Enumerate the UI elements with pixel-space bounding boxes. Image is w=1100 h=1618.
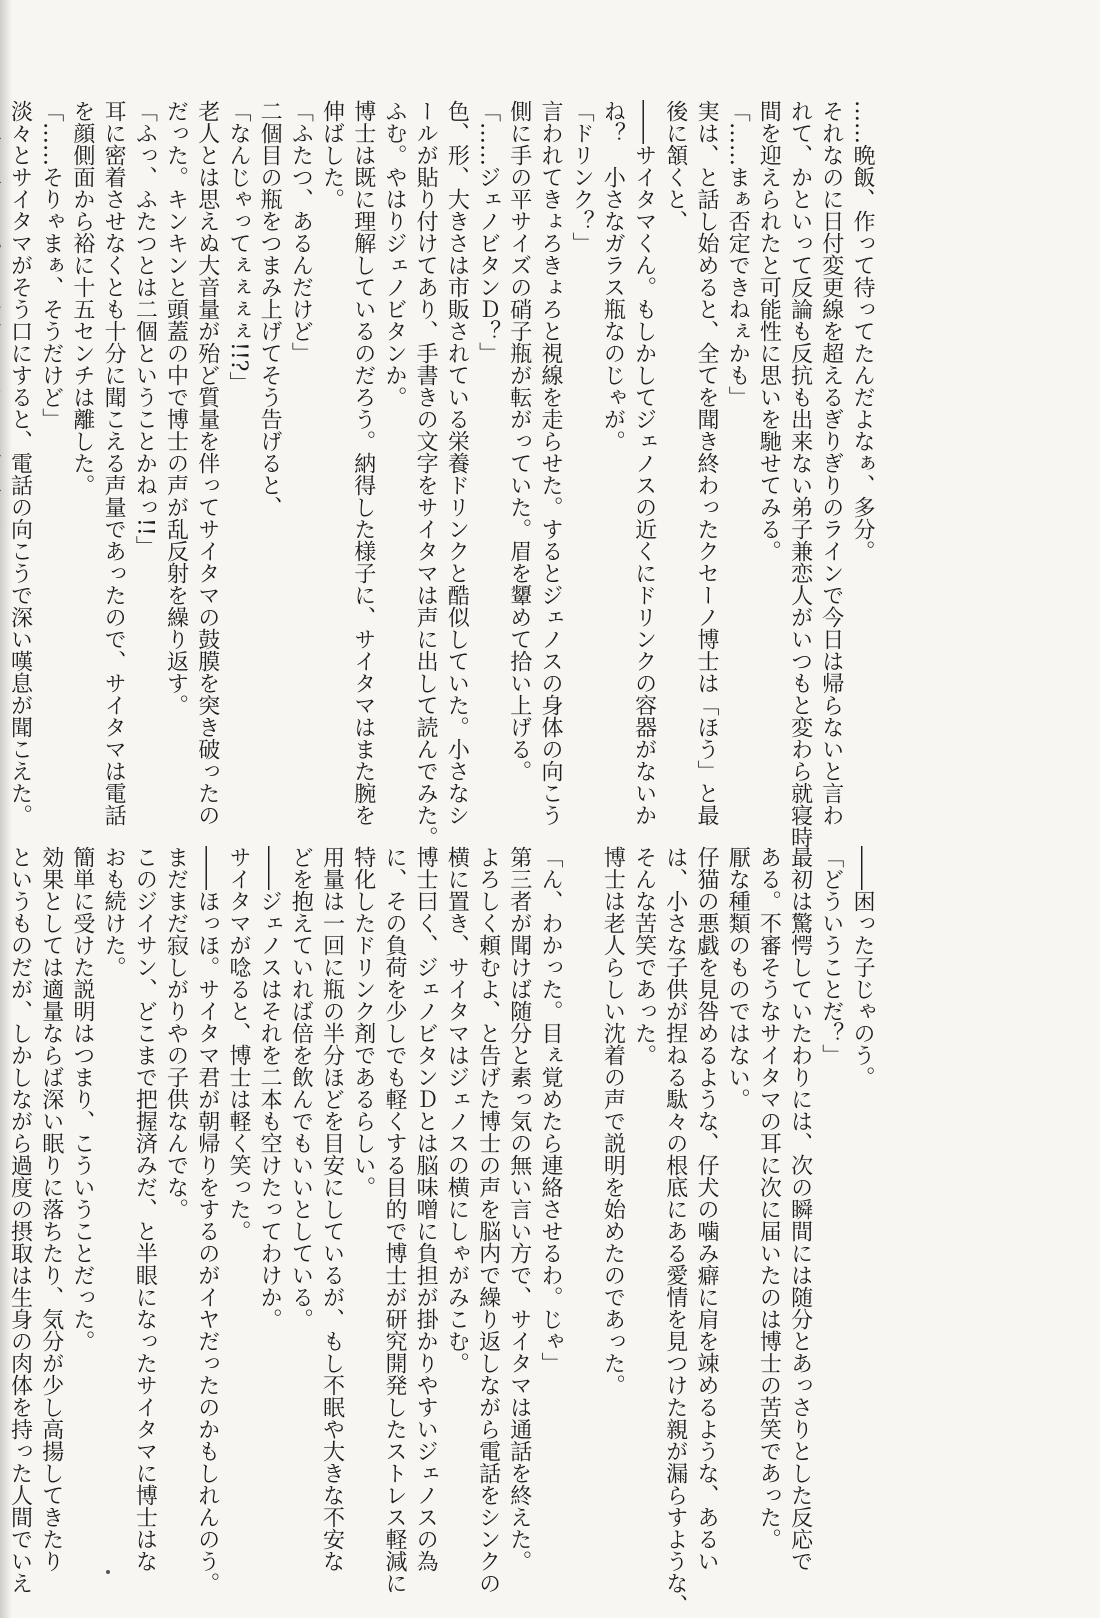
- text-line: れて、かといって反論も反抗も出来ない弟子兼恋人がいつもと変わら就寝時: [787, 100, 813, 848]
- text-line: 「ドリンク？」: [569, 100, 595, 254]
- text-line: まだまだ寂しがりやの子供なんでな。: [163, 846, 189, 1220]
- text-line: 後に頷くと、: [662, 100, 688, 232]
- text-line: というものだが、しかしながら過度の摂取は生身の肉体を持った人間でいえ: [7, 846, 33, 1594]
- blank-line: [566, 846, 597, 1566]
- text-line: 横に置き、サイタマはジェノスの横にしゃがみこむ。: [444, 846, 470, 1374]
- text-line: 博士曰く、ジェノビタンＤとは脳味噌に負担が掛かりやすいジェノスの為: [413, 846, 439, 1572]
- text-line: 色、形、大きさは市販されている栄養ドリンクと酷似していた。小さなシ: [444, 100, 470, 826]
- text-line: に、その負荷を少しでも軽くする目的で博士が研究開発したストレス軽減に: [381, 846, 407, 1594]
- text-line: そんな苦笑であった。: [631, 846, 657, 1066]
- text-line: 間を迎えられたと可能性に思いを馳せてみる。: [756, 100, 782, 562]
- text-line: 淡々とサイタマがそう口にすると、電話の向こうで深い嘆息が聞こえた。: [7, 100, 33, 826]
- text-line: 最初は驚愕していたわりには、次の瞬間には随分とあっさりとした反応で: [787, 846, 813, 1572]
- text-line: 二個目の瓶をつまみ上げてそう告げると、: [257, 100, 283, 518]
- text-line: ールが貼り付けてあり、手書きの文字をサイタマは声に出して読んでみた。: [413, 100, 439, 848]
- text-line: ……晩飯、作って待ってたんだよなぁ、多分。: [850, 100, 875, 562]
- text-line: は、小さな子供が捏ねる駄々の根底にある愛情を見つけた親が漏らすような、: [662, 846, 688, 1616]
- text-line: サイタマが唸ると、博士は軽く笑った。: [225, 846, 251, 1242]
- text-line: 「なんじゃってぇぇぇぇ!!?」: [225, 100, 251, 394]
- text-line: よろしく頼むよ、と告げた博士の声を脳内で繰り返しながら電話をシンクの: [475, 846, 501, 1594]
- text-line: このジイサン、どこまで把握済みだ、と半眼になったサイタマに博士はな: [132, 846, 158, 1572]
- text-line: どを抱えていれば倍を飲んでもいいとしている。: [288, 846, 314, 1330]
- text-line: 「ふたつ、あるんだけど」: [288, 100, 314, 364]
- text-line: 側に手の平サイズの硝子瓶が転がっていた。眉を顰めて拾い上げる。: [506, 100, 532, 782]
- text-line: 博士は老人らしい沈着の声で説明を始めたのであった。: [600, 846, 626, 1396]
- text-line: 耳に密着させなくとも十分に聞こえる声量であったので、サイタマは電話: [101, 100, 127, 826]
- text-line: おも続けた。: [101, 846, 127, 978]
- text-line: だった。キンキンと頭蓋の中で博士の声が乱反射を繰り返す。: [163, 100, 189, 716]
- upper-text-block: [7, 100, 878, 848]
- text-line: 「……まぁ否定できねぇかも」: [725, 100, 751, 408]
- text-line: ――ほっほ。サイタマ君が朝帰りをするのがイヤだったのかもしれんのう。: [194, 846, 220, 1594]
- text-line: 「……そりゃまぁ、そうだけど」: [38, 100, 64, 430]
- text-line: それなのに日付変更線を超えるぎりぎりのラインで今日は帰らないと言わ: [818, 100, 844, 826]
- text-line: 「ふっ、ふたつとは二個ということかねっ!!」: [132, 100, 158, 558]
- text-line: 用量は一回に瓶の半分ほどを目安にしているが、もし不眠や大きな不安な: [319, 846, 345, 1572]
- text-line: ――ジェノスはそれを二本も空けたってわけか。: [257, 846, 283, 1330]
- text-line: 「どういうことだ？」: [818, 846, 844, 1066]
- text-line: ふむ。やはりジェノビタンか。: [381, 100, 407, 408]
- text-line: 仔猫の悪戯を見咎めるような、仔犬の噛み癖に肩を竦めるような、あるい: [693, 846, 719, 1572]
- text-line: ――サイタマくん。もしかしてジェノスの近くにドリンクの容器がないか: [631, 100, 657, 826]
- text-line: を顔側面から裕に十五センチは離した。: [69, 100, 95, 496]
- text-line: ある。不審そうなサイタマの耳に次に届いたのは博士の苦笑であった。: [756, 846, 782, 1550]
- print-speck: [106, 1570, 110, 1574]
- text-line: 老人とは思えぬ大音量が殆ど質量を伴ってサイタマの鼓膜を突き破ったの: [194, 100, 220, 826]
- text-line: 博士は既に理解しているのだろう。納得した様子に、サイタマはまた腕を: [350, 100, 376, 826]
- text-line: 伸ばした。: [319, 100, 345, 210]
- text-line: ね？ 小さなガラス瓶なのじゃが。: [600, 100, 626, 452]
- text-line: 効果としては適量ならば深い眠りに落ちたり、気分が少し高揚してきたり: [38, 846, 64, 1572]
- text-line: 言われてきょろきょろと視線を走らせた。するとジェノスの身体の向こう: [537, 100, 563, 826]
- text-line: 簡単に受けた説明はつまり、こういうことだった。: [69, 846, 95, 1352]
- text-line: ――困った子じゃのう。: [850, 846, 875, 1088]
- text-line: 「ん、わかった。目ぇ覚めたら連絡させるわ。じゃ」: [537, 846, 563, 1374]
- text-line: 第三者が聞けば随分と素っ気の無い言い方で、サイタマは通話を終えた。: [506, 846, 532, 1572]
- text-line: 特化したドリンク剤であるらしい。: [350, 846, 376, 1198]
- text-line: 実は、と話し始めると、全てを聞き終わったクセーノ博士は「ほう」と最: [693, 100, 719, 826]
- lower-text-block: [7, 846, 878, 1616]
- text-line: 「……ジェノビタンＤ？」: [475, 100, 501, 364]
- text-line: 厭な種類のものではない。: [725, 846, 751, 1110]
